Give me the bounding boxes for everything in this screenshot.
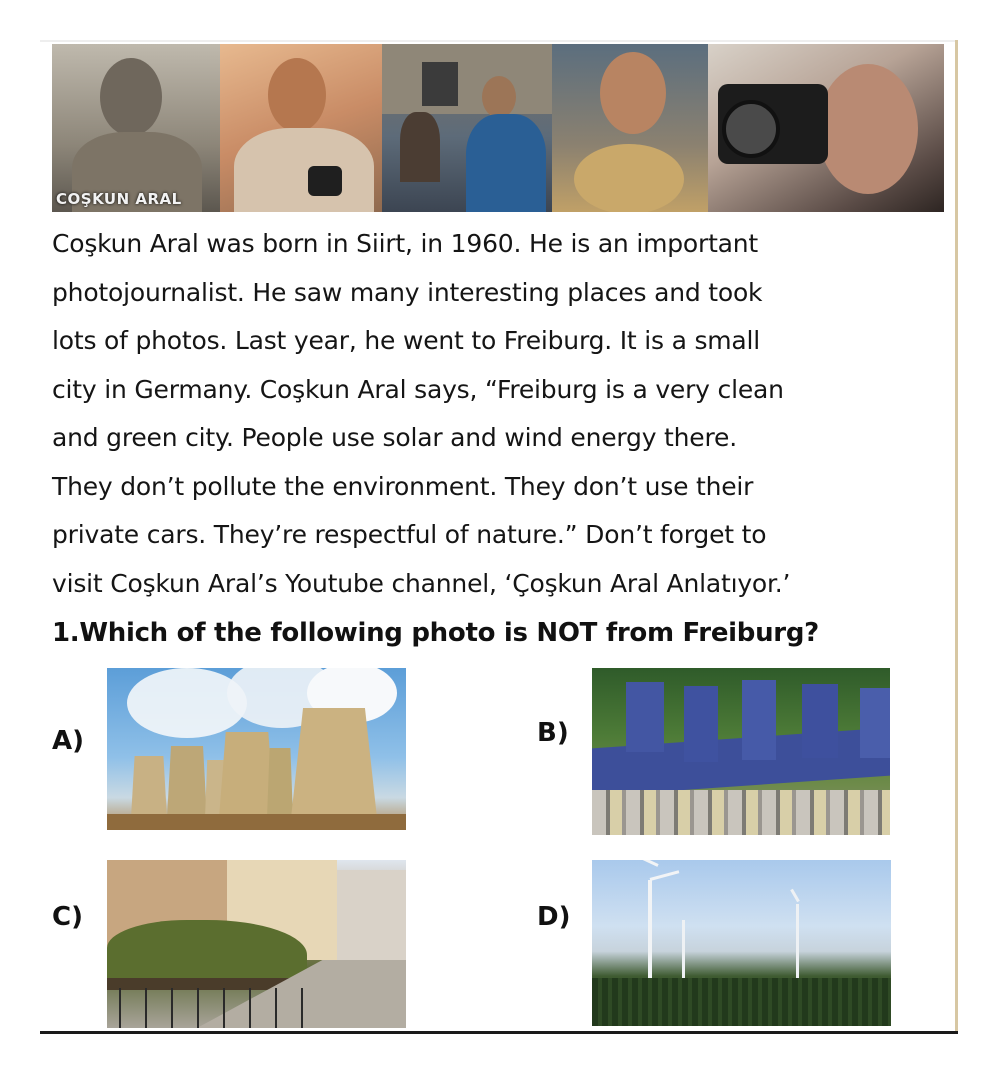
- option-c-photo-street-bikes[interactable]: [107, 860, 406, 1028]
- article-line: lots of photos. Last year, he went to Freiburg. It is a small: [52, 326, 761, 355]
- banner-photo-photographing: [708, 44, 944, 212]
- article-line: city in Germany. Coşkun Aral says, “Freiburg is a very clean: [52, 374, 784, 404]
- option-b-label: B): [537, 718, 569, 748]
- frame-bottom-edge: [40, 1031, 958, 1034]
- banner-photo-with-camera: [220, 44, 382, 212]
- question-text: 1.Which of the following photo is NOT from Freiburg?: [52, 618, 819, 648]
- banner-name-caption: COŞKUN ARAL: [56, 190, 182, 208]
- article-line: visit Coşkun Aral’s Youtube channel, ‘Çoşkun Aral Anlatıyor.’: [52, 568, 791, 598]
- option-a-label: A): [52, 726, 85, 756]
- banner-collage: [52, 44, 944, 212]
- article-line: private cars. They’re respectful of nature.” Don’t forget to: [52, 520, 767, 549]
- article-line: and green city. People use solar and wind energy there.: [52, 423, 737, 452]
- option-a-photo-cooling-towers[interactable]: [107, 668, 406, 830]
- frame-top-edge: [40, 40, 956, 42]
- option-c-label: C): [52, 902, 83, 932]
- option-d-photo-wind-turbines[interactable]: [592, 860, 891, 1026]
- article-line: photojournalist. He saw many interesting places and took: [52, 277, 763, 307]
- article-text: [52, 220, 942, 608]
- option-d-label: D): [537, 902, 571, 932]
- option-b-photo-solar-settlement[interactable]: [592, 668, 890, 835]
- article-line: Coşkun Aral was born in Siirt, in 1960. He is an important: [52, 229, 759, 258]
- article-line: They don’t pollute the environment. They don’t use their: [52, 471, 754, 501]
- banner-photo-with-cheetah: [552, 44, 708, 212]
- banner-photo-village: [382, 44, 552, 212]
- frame-right-edge: [955, 40, 958, 1034]
- banner-photo-portrait-bw: [52, 44, 220, 212]
